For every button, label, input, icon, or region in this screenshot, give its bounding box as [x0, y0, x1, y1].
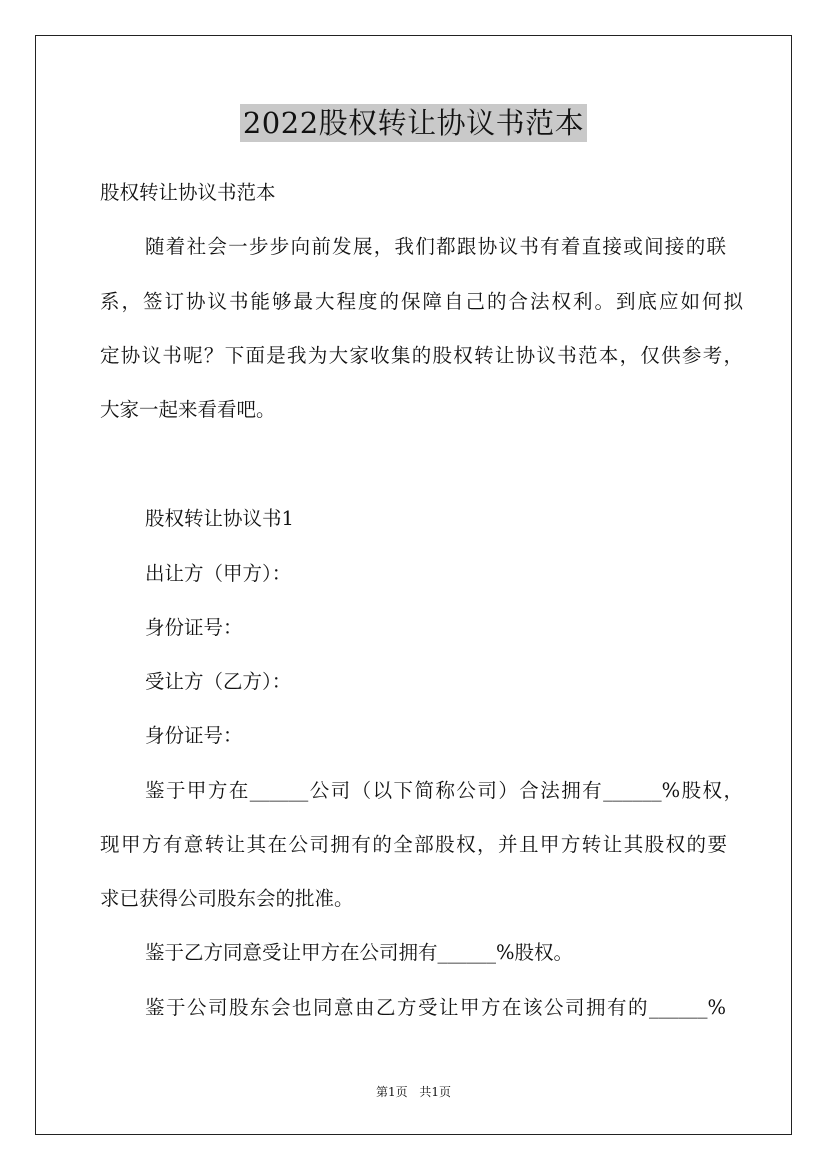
page-footer — [0, 1084, 827, 1100]
transferee-field: 受让方（乙方）： — [145, 670, 292, 693]
document-title: 2022股权转让协议书范本 — [240, 104, 587, 142]
section-title: 股权转让协议书1 — [145, 507, 294, 530]
whereas-3: 鉴于公司股东会也同意由乙方受让甲方在该公司拥有的______% — [145, 996, 726, 1019]
intro-line: 大家一起来看看吧。 — [100, 398, 276, 421]
whereas-1-line: 求已获得公司股东会的批准。 — [100, 887, 354, 910]
title-container — [0, 104, 827, 142]
transferor-id-field: 身份证号： — [145, 616, 243, 639]
page-total: 共1页 — [419, 1085, 452, 1099]
transferee-id-field: 身份证号： — [145, 724, 243, 747]
intro-line: 随着社会一步步向前发展，我们都跟协议书有着直接或间接的联 — [145, 235, 726, 258]
intro-line: 定协议书呢？下面是我为大家收集的股权转让协议书范本，仅供参考， — [100, 344, 743, 367]
page-number: 第1页 — [375, 1085, 408, 1099]
transferor-field: 出让方（甲方）： — [145, 562, 292, 585]
whereas-1-line: 鉴于甲方在______公司（以下简称公司）合法拥有______%股权， — [145, 779, 743, 802]
whereas-1-line: 现甲方有意转让其在公司拥有的全部股权，并且甲方转让其股权的要 — [100, 833, 727, 856]
whereas-2: 鉴于乙方同意受让甲方在公司拥有______%股权。 — [145, 941, 574, 964]
subtitle: 股权转让协议书范本 — [100, 181, 276, 204]
intro-line: 系，签订协议书能够最大程度的保障自己的合法权利。到底应如何拟 — [100, 290, 743, 313]
